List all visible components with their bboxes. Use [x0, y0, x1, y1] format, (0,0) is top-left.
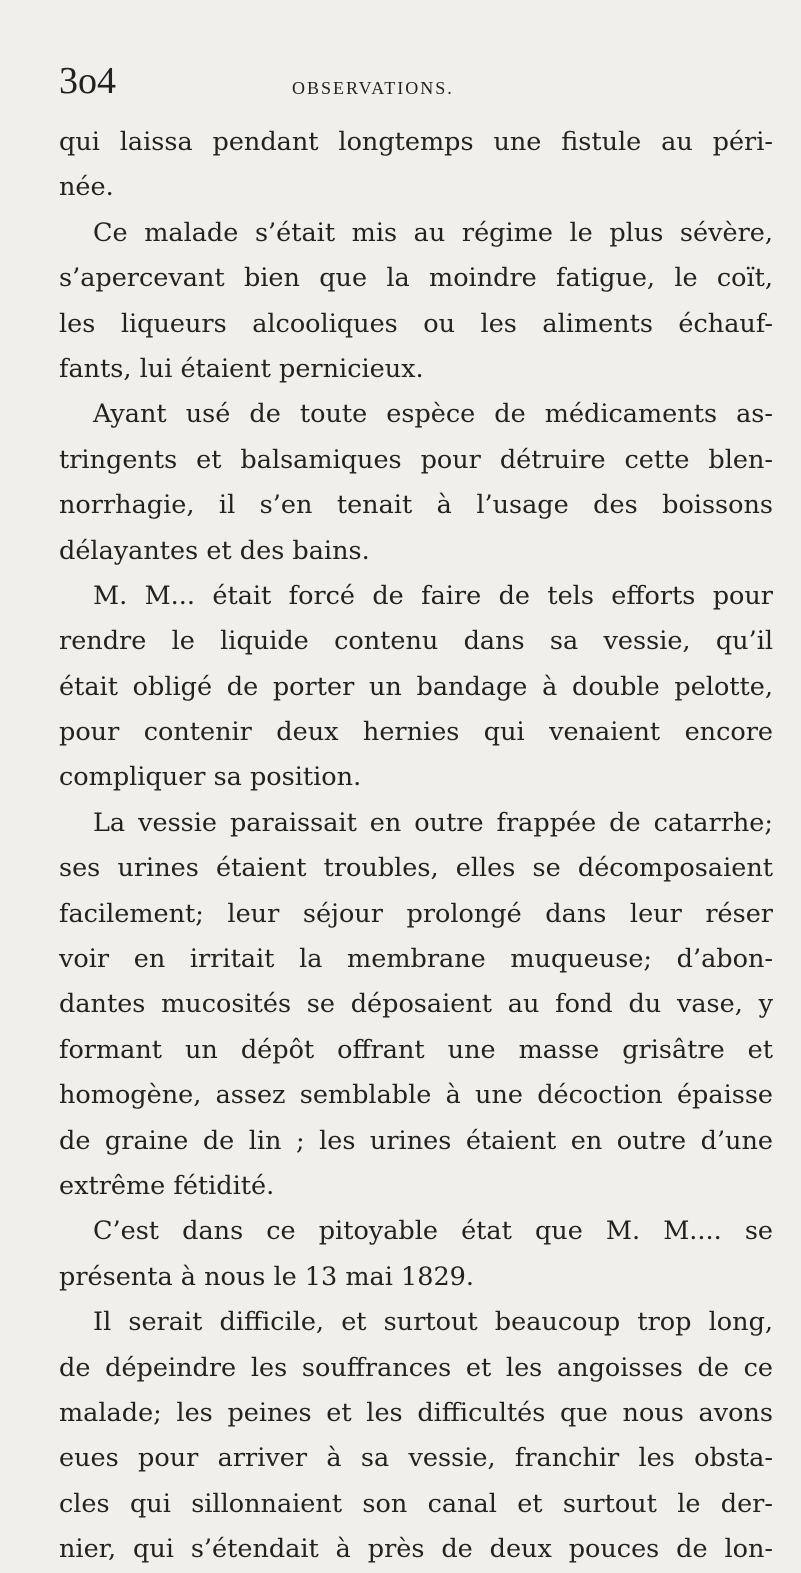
- text-line: s’apercevant bien que la moindre fatigue, le coït,: [59, 263, 773, 294]
- text-line: dantes mucosités se déposaient au fond du vase, y: [59, 989, 773, 1020]
- body-text: [59, 120, 773, 1573]
- text-line: La vessie paraissait en outre frappée de catarrhe;: [93, 807, 773, 838]
- text-line: présenta à nous le 13 mai 1829.: [59, 1261, 475, 1292]
- text-line: Il serait difficile, et surtout beaucoup trop long,: [93, 1307, 773, 1338]
- text-line: de graine de lin ; les urines étaient en outre d’une: [59, 1125, 773, 1156]
- text-line: facilement; leur séjour prolongé dans leur réser: [59, 898, 773, 929]
- text-line: de dépeindre les souffrances et les angoisses de ce: [59, 1352, 773, 1383]
- text-line: née.: [59, 172, 114, 203]
- text-line: nier, qui s’étendait à près de deux pouces de lon-: [59, 1534, 773, 1565]
- text-line: compliquer sa position.: [59, 762, 362, 793]
- text-line: malade; les peines et les difficultés que nous avons: [59, 1397, 773, 1428]
- text-line: était obligé de porter un bandage à double pelotte,: [59, 671, 773, 702]
- text-line: délayantes et des bains.: [59, 535, 370, 566]
- text-line: M. M... était forcé de faire de tels efforts pour: [93, 580, 773, 611]
- text-line: voir en irritait la membrane muqueuse; d’abon-: [59, 944, 773, 975]
- text-line: cles qui sillonnaient son canal et surtout le der-: [59, 1488, 773, 1519]
- text-line: tringents et balsamiques pour détruire cette blen-: [59, 444, 773, 475]
- text-line: pour contenir deux hernies qui venaient encore: [59, 717, 773, 748]
- text-line: rendre le liquide contenu dans sa vessie, qu’il: [59, 626, 773, 657]
- text-line: extrême fétidité.: [59, 1170, 275, 1201]
- running-head: OBSERVATIONS.: [292, 78, 454, 98]
- text-line: norrhagie, il s’en tenait à l’usage des boissons: [59, 490, 773, 521]
- page-number: 3o4: [59, 60, 116, 102]
- text-line: Ayant usé de toute espèce de médicaments as-: [93, 399, 773, 430]
- text-line: homogène, assez semblable à une décoction épaisse: [59, 1080, 773, 1111]
- text-line: formant un dépôt offrant une masse grisâtre et: [59, 1034, 773, 1065]
- page-header: [59, 62, 773, 120]
- text-line: qui laissa pendant longtemps une fistule au péri-: [59, 127, 773, 157]
- text-line: C’est dans ce pitoyable état que M. M.... se: [93, 1216, 773, 1247]
- text-line: Ce malade s’était mis au régime le plus sévère,: [93, 217, 773, 248]
- text-line: les liqueurs alcooliques ou les aliments échauf-: [59, 308, 773, 339]
- text-line: fants, lui étaient pernicieux.: [59, 353, 424, 384]
- text-line: ses urines étaient troubles, elles se décomposaient: [59, 853, 773, 884]
- text-line: eues pour arriver à sa vessie, franchir les obsta-: [59, 1443, 773, 1474]
